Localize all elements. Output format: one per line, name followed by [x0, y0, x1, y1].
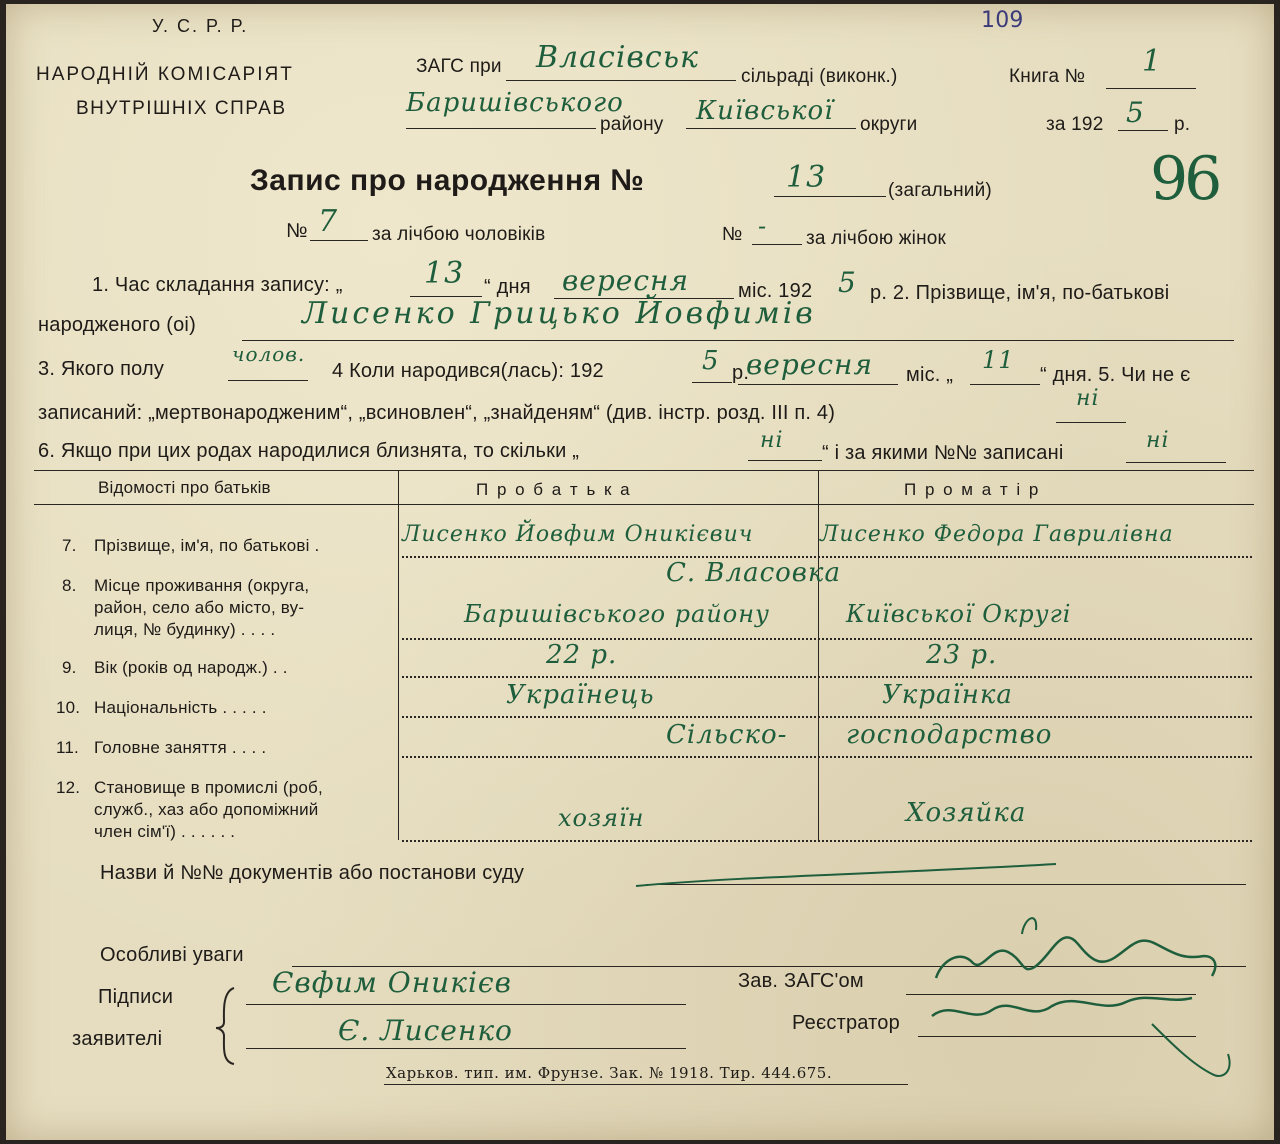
- f4-day-underline: [970, 384, 1040, 385]
- row-12-label-3: член сім'ї) . . . . . .: [94, 822, 236, 841]
- women-label: за лічбою жінок: [806, 228, 947, 249]
- table-divider-1: [398, 470, 399, 840]
- row-9-dots: [402, 676, 1252, 678]
- men-prefix: №: [286, 220, 308, 242]
- f6-label: 6. Якщо при цих родах народилися близнята, то скільки „: [38, 440, 580, 462]
- mother-nationality: Українка: [882, 680, 1013, 710]
- okruga-value: Київської: [696, 96, 834, 126]
- row-12-label: Становище в промислі (роб,: [94, 778, 323, 797]
- father-age: 22 р.: [546, 640, 618, 670]
- zags-underline: [506, 80, 736, 81]
- documents-label: Назви й №№ документів або постанови суду: [100, 862, 525, 884]
- residence-mother: Київської Округі: [846, 600, 1072, 628]
- f2-value: Лисенко Грицько Йовфимів: [302, 296, 816, 331]
- general-label: (загальний): [888, 180, 992, 201]
- applicant-signature-1: Євфим Оникієв: [272, 966, 512, 999]
- f1-month-label: міс. 192: [738, 280, 813, 302]
- row-8-num: 8.: [62, 576, 77, 595]
- applicant-line-2: [246, 1048, 686, 1049]
- ministry-line1: НАРОДНІЙ КОМІСАРІЯТ: [36, 64, 294, 85]
- book-value: 1: [1142, 44, 1163, 79]
- women-underline: [752, 244, 802, 245]
- women-value: -: [758, 212, 768, 240]
- f1-month: вересня: [562, 264, 690, 297]
- f4-year-underline: [692, 382, 732, 383]
- table-col3-header: П р о м а т і р: [904, 480, 1041, 499]
- f2-label: р. 2. Прізвище, ім'я, по-батькові: [870, 282, 1170, 304]
- mother-status: Хозяйка: [906, 798, 1027, 828]
- zags-value: Власівськ: [536, 40, 699, 75]
- father-name: Лисенко Йовфим Оникієвич: [402, 522, 754, 547]
- f4-r: р.: [732, 362, 750, 384]
- f4-month-label: міс. „: [906, 364, 954, 386]
- ministry-line2: ВНУТРІШНІХ СПРАВ: [76, 98, 287, 119]
- women-prefix: №: [722, 224, 743, 245]
- registrar-label: Реєстратор: [792, 1012, 900, 1034]
- year-underline: [1118, 130, 1168, 131]
- book-underline: [1106, 88, 1196, 89]
- head-signature-mark: [912, 904, 1242, 1084]
- f6-value2: ні: [1146, 428, 1170, 453]
- father-status: хозяїн: [558, 804, 645, 832]
- residence-village: С. Власовка: [666, 558, 841, 588]
- side-number: 96: [1150, 144, 1219, 214]
- state-abbrev: У. С. Р. Р.: [152, 16, 249, 36]
- f5-label2: записаний: „мертвонародженим“, „всиновлен“, „знайденям“ (див. інстр. розд. III п. 4): [38, 402, 836, 424]
- f1-day-label: “ дня: [484, 276, 531, 298]
- silrada-label: сільраді (виконк.): [741, 66, 898, 87]
- row-8-label-2: район, село або місто, ву-: [94, 598, 305, 617]
- applicant-signature-2: Є. Лисенко: [338, 1014, 513, 1047]
- year-label-pre: за 192: [1046, 114, 1104, 135]
- signatures-label: Підписи: [98, 986, 174, 1008]
- archive-number: 109: [981, 8, 1024, 33]
- printer-underline: [384, 1084, 908, 1085]
- okruga-label: округи: [860, 114, 918, 135]
- row-12-dots: [402, 840, 1252, 842]
- applicants-brace: [212, 984, 242, 1068]
- row-11-num: 11.: [56, 738, 79, 757]
- men-underline: [310, 240, 368, 241]
- f5-label: “ дня. 5. Чи не є: [1040, 364, 1191, 386]
- f4-label: 4 Коли народився(лась): 192: [332, 360, 604, 382]
- row-7-label: Прізвище, ім'я, по батькові .: [94, 536, 320, 555]
- f1-label: 1. Час складання запису: „: [92, 274, 343, 296]
- f2-label2: народженого (оі): [38, 314, 196, 336]
- table-top-border: [34, 470, 1254, 471]
- row-7-num: 7.: [62, 536, 77, 555]
- row-11-label: Головне заняття . . . .: [94, 738, 267, 757]
- birth-record-form: [6, 4, 1274, 1140]
- row-12-num: 12.: [56, 778, 81, 797]
- row-8-dots: [402, 638, 1252, 640]
- occupation-part1: Сільско-: [666, 720, 788, 750]
- f6-underline: [748, 460, 822, 461]
- okruga-underline: [686, 128, 856, 129]
- row-12-label-2: служб., хаз або допоміжний: [94, 800, 319, 819]
- f4-month: вересня: [746, 348, 874, 381]
- f4-year: 5: [702, 346, 720, 376]
- raion-underline: [406, 128, 596, 129]
- raion-label: району: [600, 114, 664, 135]
- zags-label: ЗАГС при: [416, 56, 502, 77]
- row-10-label: Національність . . . . .: [94, 698, 267, 717]
- f1-day: 13: [424, 256, 465, 291]
- row-11-dots: [402, 756, 1252, 758]
- row-10-dots: [402, 716, 1252, 718]
- f2-underline: [242, 340, 1234, 341]
- father-nationality: Українець: [506, 680, 655, 710]
- f3-label: 3. Якого полу: [38, 358, 165, 380]
- applicants-label: заявителі: [72, 1028, 163, 1050]
- mother-name: Лисенко Федора Гаврилівна: [820, 522, 1174, 547]
- occupation-part2: господарство: [846, 720, 1053, 750]
- record-number-underline: [774, 196, 886, 197]
- f3-underline: [228, 380, 308, 381]
- row-9-label: Вік (років од народж.) . .: [94, 658, 288, 677]
- page-title: Запис про народження №: [250, 164, 645, 197]
- row-8-label-3: лиця, № будинку) . . . .: [94, 620, 276, 639]
- head-label: Зав. ЗАГС'ом: [738, 970, 864, 992]
- table-header-border: [34, 504, 1254, 505]
- mother-age: 23 р.: [926, 640, 998, 670]
- residence-father: Баришівського району: [464, 600, 770, 628]
- f5-underline: [1056, 422, 1126, 423]
- f6-underline2: [1126, 462, 1226, 463]
- printer-imprint: Харьков. тип. им. Фрунзе. Зак. № 1918. Тир. 444.675.: [386, 1064, 833, 1082]
- f1-year: 5: [838, 266, 857, 299]
- f3-value: чолов.: [232, 342, 306, 366]
- notes-label: Особливі уваги: [100, 944, 244, 966]
- f5-value: ні: [1076, 386, 1100, 411]
- table-col1-header: Відомості про батьків: [98, 478, 271, 497]
- year-label-post: р.: [1174, 114, 1191, 135]
- raion-value: Баришівського: [406, 88, 624, 118]
- men-value: 7: [318, 204, 339, 239]
- table-divider-2: [818, 470, 819, 840]
- year-value: 5: [1126, 96, 1145, 129]
- row-8-label: Місце проживання (округа,: [94, 576, 310, 595]
- row-9-num: 9.: [62, 658, 77, 677]
- f6-value: ні: [760, 428, 784, 453]
- applicant-line-1: [246, 1004, 686, 1005]
- f6-label2: “ і за якими №№ записані: [822, 442, 1064, 464]
- record-number: 13: [786, 160, 827, 195]
- table-col2-header: П р о б а т ь к а: [476, 480, 632, 499]
- f4-day: 11: [982, 346, 1015, 374]
- row-10-num: 10.: [56, 698, 81, 717]
- f4-month-underline: [738, 384, 898, 385]
- book-label: Книга №: [1009, 66, 1086, 87]
- men-label: за лічбою чоловіків: [372, 224, 546, 245]
